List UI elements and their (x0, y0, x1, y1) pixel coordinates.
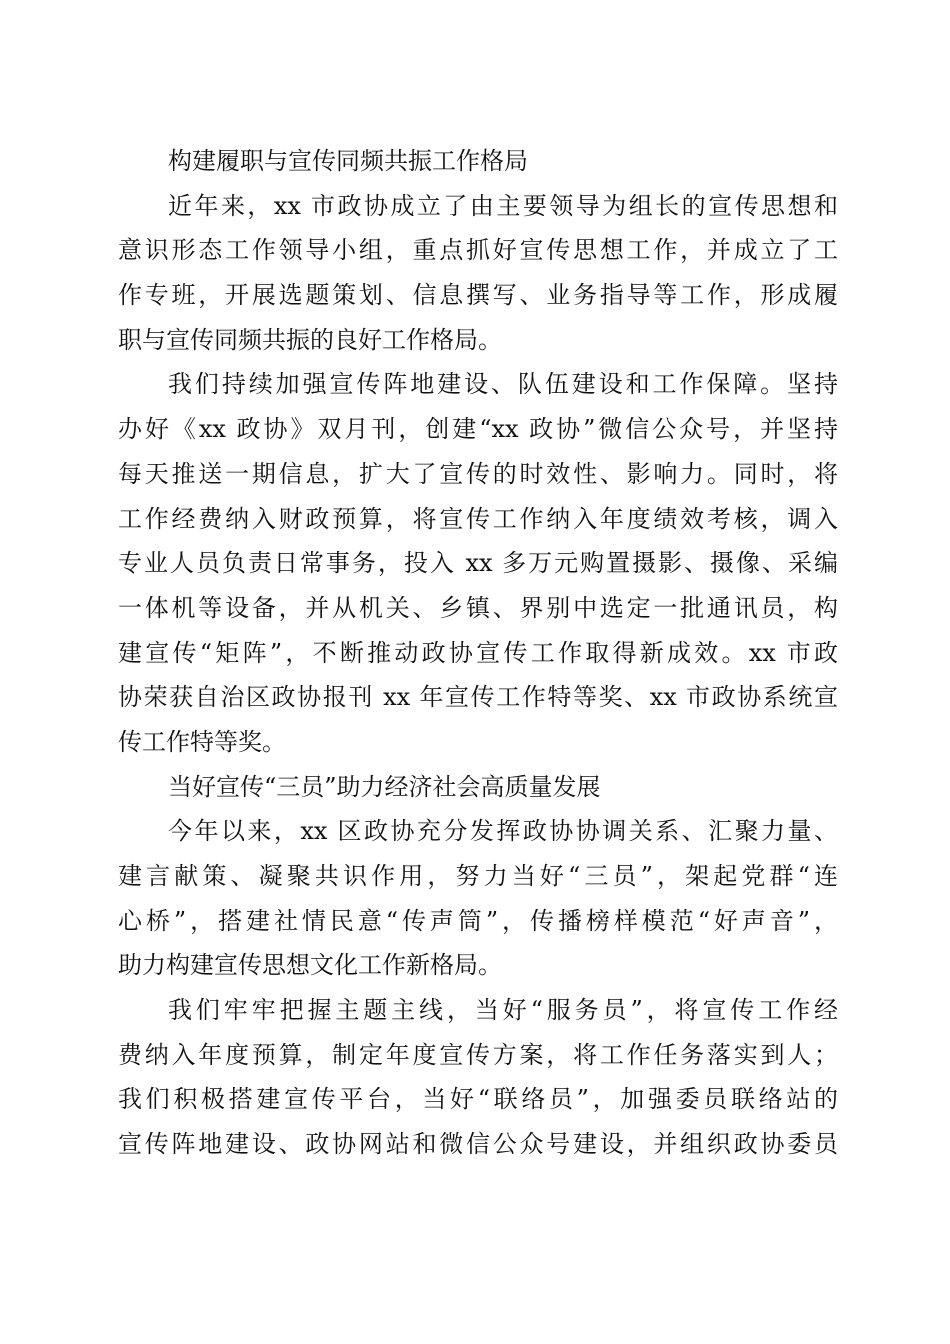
text-line: 职与宣传同频共振的良好工作格局。 (118, 325, 502, 354)
text-line: 我们积极搭建宣传平台，当好“联络员”，加强委员联络站的 (118, 1085, 838, 1114)
text-line: 协荣获自治区政协报刊 xx 年宣传工作特等奖、xx 市政协系统宣 (118, 683, 838, 712)
text-line: 专业人员负责日常事务，投入 xx 多万元购置摄影、摄像、采编 (118, 549, 838, 578)
text-line: 每天推送一期信息，扩大了宣传的时效性、影响力。同时，将 (118, 459, 838, 488)
text-line: 当好宣传“三员”助力经济社会高质量发展 (168, 772, 601, 801)
text-line: 意识形态工作领导小组，重点抓好宣传思想工作，并成立了工 (118, 236, 838, 265)
text-line: 办好《xx 政协》双月刊，创建“xx 政协”微信公众号，并坚持 (118, 415, 838, 444)
text-line: 助力构建宣传思想文化工作新格局。 (118, 951, 502, 980)
text-line: 今年以来，xx 区政协充分发挥政协协调关系、汇聚力量、 (168, 817, 838, 846)
text-line: 宣传阵地建设、政协网站和微信公众号建设，并组织政协委员 (118, 1130, 838, 1159)
text-line: 传工作特等奖。 (118, 727, 286, 756)
text-line: 工作经费纳入财政预算，将宣传工作纳入年度绩效考核，调入 (118, 504, 838, 533)
text-line: 构建履职与宣传同频共振工作格局 (168, 147, 528, 175)
document-body (118, 139, 838, 1167)
text-line: 一体机等设备，并从机关、乡镇、界别中选定一批通讯员，构 (118, 593, 838, 622)
text-line: 费纳入年度预算，制定年度宣传方案，将工作任务落实到人； (118, 1040, 838, 1069)
text-line: 作专班，开展选题策划、信息撰写、业务指导等工作，形成履 (118, 281, 838, 310)
text-line: 建宣传“矩阵”，不断推动政协宣传工作取得新成效。xx 市政 (118, 638, 838, 667)
text-line: 心桥”，搭建社情民意“传声筒”，传播榜样模范“好声音”， (118, 906, 838, 935)
text-line: 我们持续加强宣传阵地建设、队伍建设和工作保障。坚持 (168, 370, 838, 399)
text-line: 建言献策、凝聚共识作用，努力当好“三员”，架起党群“连 (118, 862, 838, 890)
text-line: 我们牢牢把握主题主线，当好“服务员”，将宣传工作经 (168, 996, 838, 1025)
text-line: 近年来，xx 市政协成立了由主要领导为组长的宣传思想和 (168, 191, 838, 220)
